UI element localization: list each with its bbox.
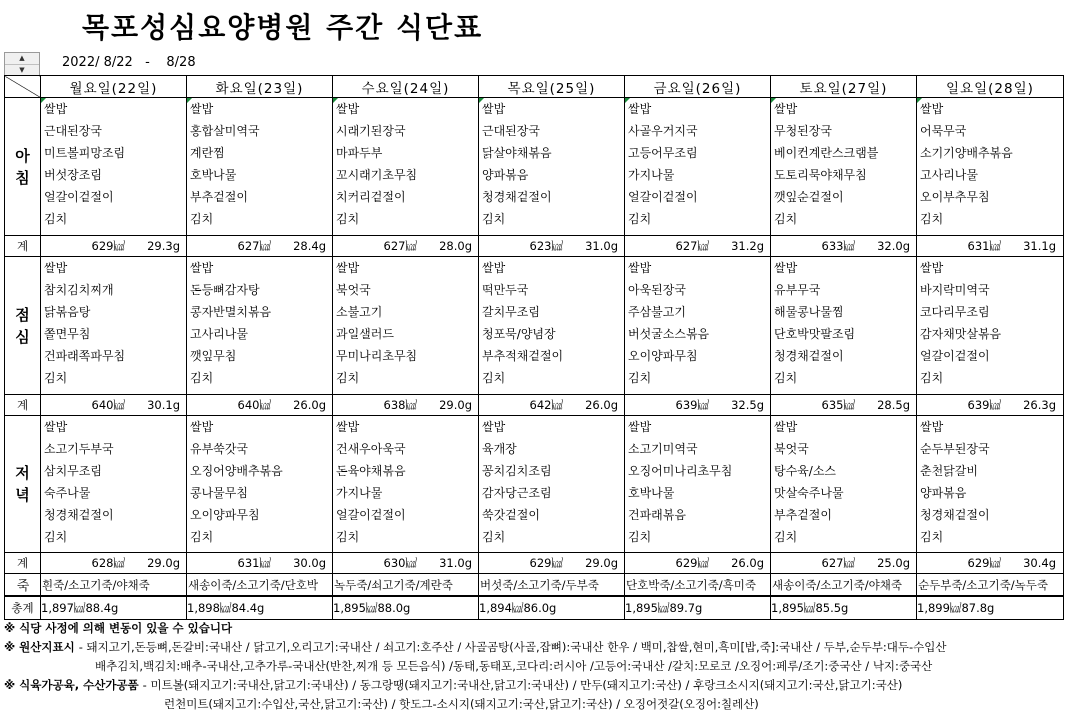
menu-item: 김치 xyxy=(628,530,652,544)
comment-marker xyxy=(187,98,192,103)
menu-item: 쌀밥 xyxy=(920,420,944,434)
day-header: 수요일(24일) xyxy=(333,76,479,98)
menu-item: 유부무국 xyxy=(774,283,821,297)
kcal-value: 627㎉ xyxy=(821,556,855,570)
protein-value: 30.0g xyxy=(293,556,326,570)
menu-item: 쌀밥 xyxy=(482,261,506,275)
kcal-value: 640㎉ xyxy=(91,398,125,412)
menu-item: 쌀밥 xyxy=(774,102,798,116)
menu-item: 북엇국 xyxy=(774,442,809,456)
menu-item: 김치 xyxy=(774,212,798,226)
menu-item: 부추겉절이 xyxy=(774,508,832,522)
menu-item: 청경채겉절이 xyxy=(44,508,114,522)
comment-marker xyxy=(479,98,484,103)
total-cell xyxy=(771,596,917,620)
total-kcal: 1,895㎉ xyxy=(771,601,816,615)
menu-item: 김치 xyxy=(920,530,944,544)
menu-item: 호박나물 xyxy=(190,168,237,182)
protein-value: 28.5g xyxy=(877,398,910,412)
menu-item: 떡만두국 xyxy=(482,283,529,297)
protein-value: 31.0g xyxy=(585,239,618,253)
menu-item: 꽁치김치조림 xyxy=(482,464,552,478)
comment-marker xyxy=(41,98,46,103)
kcal-value: 629㎉ xyxy=(91,239,125,253)
note-processed-cont: 런천미트(돼지고기:수입산,국산,닭고기:국산) / 핫도그-소시지(돼지고기:국산,닭고기:국산) / 오징어젓갈(오징어:칠레산) xyxy=(164,697,759,711)
spin-down-icon[interactable]: ▼ xyxy=(19,66,25,74)
menu-item: 근대된장국 xyxy=(44,124,102,138)
total-protein: 85.5g xyxy=(815,601,849,615)
menu-item: 해물콩나물찜 xyxy=(774,305,844,319)
menu-item: 얼갈이겉절이 xyxy=(336,508,406,522)
dinner-menu xyxy=(333,416,479,553)
menu-item: 깻잎무침 xyxy=(190,349,237,363)
menu-item: 쫄면무침 xyxy=(44,327,91,341)
breakfast-menu xyxy=(917,98,1064,236)
lunch-subtotal-label: 계 xyxy=(5,395,41,416)
menu-item: 계란찜 xyxy=(190,146,225,160)
menu-item: 주삼불고기 xyxy=(628,305,686,319)
protein-value: 29.0g xyxy=(585,556,618,570)
menu-item: 청경채겉절이 xyxy=(920,508,990,522)
corner-cell xyxy=(5,76,41,98)
menu-item: 김치 xyxy=(774,530,798,544)
menu-item: 단호박맛팔조림 xyxy=(774,327,856,341)
dinner-subtotal xyxy=(479,553,625,574)
lunch-subtotal xyxy=(187,395,333,416)
menu-item: 쌀밥 xyxy=(44,420,68,434)
menu-item: 쌀밥 xyxy=(774,420,798,434)
breakfast-menu xyxy=(41,98,187,236)
menu-item: 김치 xyxy=(190,212,214,226)
menu-item: 부추겉절이 xyxy=(190,190,248,204)
menu-item: 소불고기 xyxy=(336,305,383,319)
note-processed xyxy=(4,676,946,695)
protein-value: 31.2g xyxy=(731,239,764,253)
menu-item: 돈등뼈감자탕 xyxy=(190,283,260,297)
menu-item: 쌀밥 xyxy=(482,102,506,116)
dinner-subtotal xyxy=(187,553,333,574)
lunch-subtotal xyxy=(625,395,771,416)
total-protein: 87.8g xyxy=(961,601,995,615)
menu-item: 김치 xyxy=(44,530,68,544)
menu-table xyxy=(4,75,1064,620)
menu-item: 맛살숙주나물 xyxy=(774,486,844,500)
kcal-value: 630㎉ xyxy=(383,556,417,570)
menu-item: 소고기미역국 xyxy=(628,442,698,456)
protein-value: 29.0g xyxy=(439,398,472,412)
menu-item: 순두부된장국 xyxy=(920,442,990,456)
menu-item: 쌀밥 xyxy=(190,102,214,116)
menu-item: 아욱된장국 xyxy=(628,283,686,297)
menu-item: 감자채맛살볶음 xyxy=(920,327,1002,341)
kcal-value: 631㎉ xyxy=(237,556,271,570)
dinner-subtotal xyxy=(625,553,771,574)
breakfast-subtotal xyxy=(41,236,187,257)
day-header: 월요일(22일) xyxy=(41,76,187,98)
menu-item: 북엇국 xyxy=(336,283,371,297)
menu-item: 김치 xyxy=(336,212,360,226)
protein-value: 28.4g xyxy=(293,239,326,253)
total-protein: 84.4g xyxy=(231,601,265,615)
menu-item: 꼬시래기초무침 xyxy=(336,168,418,182)
menu-item: 치커리겉절이 xyxy=(336,190,406,204)
total-cell xyxy=(479,596,625,620)
menu-item: 코다리무조림 xyxy=(920,305,990,319)
menu-item: 버섯장조림 xyxy=(44,168,102,182)
protein-value: 30.4g xyxy=(1023,556,1056,570)
period-text: 2022/ 8/22 - 8/28 xyxy=(62,55,196,70)
note-processed-text: - 미트볼(돼지고기:국내산,닭고기:국내산) / 동그랑땡(돼지고기:국내산,닭고기:국내산) / 만두(돼지고기:국산) / 후랑크소시지(돼지고기:국산,닭고기:국산) xyxy=(142,678,903,692)
lunch-menu xyxy=(187,257,333,395)
total-cell xyxy=(333,596,479,620)
kcal-value: 640㎉ xyxy=(237,398,271,412)
protein-value: 26.0g xyxy=(585,398,618,412)
menu-item: 사골우거지국 xyxy=(628,124,698,138)
menu-item: 탕수육/소스 xyxy=(774,464,837,478)
menu-item: 콩자반멸치볶음 xyxy=(190,305,272,319)
lunch-menu xyxy=(41,257,187,395)
menu-item: 쌀밥 xyxy=(44,102,68,116)
note-origin-title: ※ 원산지표시 xyxy=(4,640,79,654)
menu-item: 시래기된장국 xyxy=(336,124,406,138)
menu-item: 김치 xyxy=(482,530,506,544)
menu-item: 호박나물 xyxy=(628,486,675,500)
menu-item: 도토리묵야채무침 xyxy=(774,168,867,182)
breakfast-menu xyxy=(771,98,917,236)
total-protein: 89.7g xyxy=(669,601,703,615)
menu-item: 육개장 xyxy=(482,442,517,456)
menu-item: 청경채겉절이 xyxy=(774,349,844,363)
protein-value: 29.0g xyxy=(147,556,180,570)
menu-item: 김치 xyxy=(336,371,360,385)
menu-item: 김치 xyxy=(774,371,798,385)
menu-item: 참치김치찌개 xyxy=(44,283,114,297)
menu-item: 과일샐러드 xyxy=(336,327,394,341)
protein-value: 29.3g xyxy=(147,239,180,253)
day-header: 토요일(27일) xyxy=(771,76,917,98)
protein-value: 31.0g xyxy=(439,556,472,570)
breakfast-subtotal xyxy=(333,236,479,257)
menu-item: 김치 xyxy=(190,371,214,385)
total-cell xyxy=(41,596,187,620)
menu-item: 콩나물무침 xyxy=(190,486,248,500)
menu-item: 부추적채겉절이 xyxy=(482,349,564,363)
menu-item: 고등어무조림 xyxy=(628,146,698,160)
menu-item: 오징어미나리초무침 xyxy=(628,464,733,478)
menu-item: 쌀밥 xyxy=(774,261,798,275)
note-origin-text: - 돼지고기,돈등뼈,돈갈비:국내산 / 닭고기,오리고기:국내산 / 쇠고기:호주산 / 사골곰탕(사골,잡뼈):국내산 한우 / 백미,찹쌀,현미,흑미[밥,죽]:국내산 / 두부,순두부:대두-수입산 xyxy=(78,640,947,654)
dinner-subtotal xyxy=(333,553,479,574)
total-protein: 86.0g xyxy=(523,601,557,615)
menu-item: 김치 xyxy=(190,530,214,544)
menu-item: 청포묵/양념장 xyxy=(482,327,556,341)
menu-item: 근대된장국 xyxy=(482,124,540,138)
dinner-menu xyxy=(917,416,1064,553)
kcal-value: 627㎉ xyxy=(675,239,709,253)
protein-value: 30.1g xyxy=(147,398,180,412)
note-change: ※ 식당 사정에 의해 변동이 있을 수 있습니다 xyxy=(4,621,233,635)
menu-item: 홍합살미역국 xyxy=(190,124,260,138)
dinner-menu xyxy=(187,416,333,553)
menu-item: 가지나물 xyxy=(628,168,675,182)
menu-item: 쌀밥 xyxy=(628,102,652,116)
total-cell xyxy=(187,596,333,620)
comment-marker xyxy=(771,98,776,103)
day-header: 화요일(23일) xyxy=(187,76,333,98)
kcal-value: 635㎉ xyxy=(821,398,855,412)
dinner-menu xyxy=(41,416,187,553)
porridge-cell: 녹두죽/쇠고기죽/계란죽 xyxy=(333,574,479,597)
menu-item: 쌀밥 xyxy=(336,102,360,116)
total-protein: 88.4g xyxy=(85,601,119,615)
total-kcal: 1,895㎉ xyxy=(625,601,670,615)
lunch-menu xyxy=(917,257,1064,395)
porridge-cell: 흰죽/소고기죽/야채죽 xyxy=(41,574,187,597)
menu-item: 김치 xyxy=(336,530,360,544)
menu-item: 건새우아욱국 xyxy=(336,442,406,456)
menu-item: 건파래쪽파무침 xyxy=(44,349,126,363)
menu-item: 유부쑥갓국 xyxy=(190,442,248,456)
menu-item: 고사리나물 xyxy=(190,327,248,341)
menu-item: 마파두부 xyxy=(336,146,383,160)
menu-item: 쌀밥 xyxy=(336,261,360,275)
breakfast-subtotal xyxy=(917,236,1064,257)
protein-value: 26.3g xyxy=(1023,398,1056,412)
page-title: 목포성심요양병원 주간 식단표 xyxy=(82,11,484,44)
menu-item: 쌀밥 xyxy=(920,261,944,275)
lunch-menu xyxy=(479,257,625,395)
breakfast-subtotal-label: 계 xyxy=(5,236,41,257)
dinner-subtotal xyxy=(771,553,917,574)
menu-item: 돈육야채볶음 xyxy=(336,464,406,478)
spin-up-icon[interactable]: ▲ xyxy=(5,53,39,65)
menu-item: 오이부추무침 xyxy=(920,190,990,204)
total-kcal: 1,899㎉ xyxy=(917,601,962,615)
kcal-value: 631㎉ xyxy=(967,239,1001,253)
total-cell xyxy=(917,596,1064,620)
breakfast-label: 아 침 xyxy=(5,98,41,236)
lunch-subtotal xyxy=(917,395,1064,416)
spin-button[interactable] xyxy=(4,52,40,76)
protein-value: 26.0g xyxy=(731,556,764,570)
kcal-value: 642㎉ xyxy=(529,398,563,412)
menu-item: 쌀밥 xyxy=(920,102,944,116)
note-origin-cont: 배추김치,백김치:배추-국내산,고추가루-국내산(반찬,찌개 등 모든음식) /동태,동태포,코다리:러시아 /고등어:국내산 /갈치:모로코 /오징어:페루/조기:중국산 / 낙지:중국산 xyxy=(95,659,933,673)
total-protein: 88.0g xyxy=(377,601,411,615)
menu-item: 김치 xyxy=(44,212,68,226)
protein-value: 32.5g xyxy=(731,398,764,412)
menu-item: 닭볶음탕 xyxy=(44,305,91,319)
menu-item: 무미나리초무침 xyxy=(336,349,418,363)
porridge-cell: 버섯죽/소고기죽/두부죽 xyxy=(479,574,625,597)
porridge-cell: 단호박죽/소고기죽/흑미죽 xyxy=(625,574,771,597)
protein-value: 26.0g xyxy=(293,398,326,412)
menu-item: 고사리나물 xyxy=(920,168,978,182)
dinner-label: 저 녁 xyxy=(5,416,41,553)
kcal-value: 628㎉ xyxy=(91,556,125,570)
total-kcal: 1,898㎉ xyxy=(187,601,232,615)
breakfast-subtotal xyxy=(625,236,771,257)
menu-item: 바지락미역국 xyxy=(920,283,990,297)
lunch-menu xyxy=(771,257,917,395)
menu-item: 쌀밥 xyxy=(628,420,652,434)
menu-item: 김치 xyxy=(44,371,68,385)
breakfast-menu xyxy=(479,98,625,236)
breakfast-subtotal xyxy=(771,236,917,257)
dinner-menu xyxy=(771,416,917,553)
menu-item: 김치 xyxy=(920,212,944,226)
breakfast-menu xyxy=(625,98,771,236)
menu-item: 쌀밥 xyxy=(628,261,652,275)
menu-item: 삼치무조림 xyxy=(44,464,102,478)
kcal-value: 627㎉ xyxy=(237,239,271,253)
note-origin xyxy=(4,638,946,657)
breakfast-menu xyxy=(187,98,333,236)
menu-item: 감자당근조림 xyxy=(482,486,552,500)
lunch-menu xyxy=(333,257,479,395)
dinner-menu xyxy=(625,416,771,553)
menu-item: 춘천닭갈비 xyxy=(920,464,978,478)
menu-item: 어묵무국 xyxy=(920,124,967,138)
protein-value: 28.0g xyxy=(439,239,472,253)
menu-item: 숙주나물 xyxy=(44,486,91,500)
lunch-subtotal xyxy=(333,395,479,416)
lunch-subtotal xyxy=(771,395,917,416)
note-processed-title: ※ 식육가공육, 수산가공품 xyxy=(4,678,143,692)
protein-value: 31.1g xyxy=(1023,239,1056,253)
menu-item: 미트볼피망조림 xyxy=(44,146,126,160)
menu-item: 닭살야채볶음 xyxy=(482,146,552,160)
menu-item: 쌀밥 xyxy=(44,261,68,275)
menu-item: 깻잎순겉절이 xyxy=(774,190,844,204)
menu-item: 김치 xyxy=(628,371,652,385)
lunch-subtotal xyxy=(479,395,625,416)
protein-value: 25.0g xyxy=(877,556,910,570)
breakfast-menu xyxy=(333,98,479,236)
menu-item: 얼갈이겉절이 xyxy=(920,349,990,363)
menu-item: 쑥갓겉절이 xyxy=(482,508,540,522)
menu-item: 가지나물 xyxy=(336,486,383,500)
dinner-subtotal-label: 계 xyxy=(5,553,41,574)
menu-item: 오이양파무침 xyxy=(628,349,698,363)
dinner-menu xyxy=(479,416,625,553)
day-header: 금요일(26일) xyxy=(625,76,771,98)
menu-item: 김치 xyxy=(482,212,506,226)
menu-item: 쌀밥 xyxy=(482,420,506,434)
day-header: 일요일(28일) xyxy=(917,76,1064,98)
lunch-label: 점 심 xyxy=(5,257,41,395)
menu-item: 양파볶음 xyxy=(482,168,529,182)
kcal-value: 629㎉ xyxy=(675,556,709,570)
total-label: 총계 xyxy=(5,596,41,620)
comment-marker xyxy=(625,98,630,103)
total-kcal: 1,895㎉ xyxy=(333,601,378,615)
protein-value: 32.0g xyxy=(877,239,910,253)
total-kcal: 1,894㎉ xyxy=(479,601,524,615)
kcal-value: 629㎉ xyxy=(529,556,563,570)
dinner-subtotal xyxy=(917,553,1064,574)
menu-item: 쌀밥 xyxy=(190,261,214,275)
total-kcal: 1,897㎉ xyxy=(41,601,86,615)
kcal-value: 633㎉ xyxy=(821,239,855,253)
day-header: 목요일(25일) xyxy=(479,76,625,98)
notes xyxy=(4,619,946,714)
total-cell xyxy=(625,596,771,620)
menu-item: 오징어양배추볶음 xyxy=(190,464,283,478)
menu-item: 쌀밥 xyxy=(336,420,360,434)
porridge-cell: 새송이죽/소고기죽/야채죽 xyxy=(771,574,917,597)
menu-item: 무청된장국 xyxy=(774,124,832,138)
porridge-label: 죽 xyxy=(5,574,41,597)
menu-item: 청경채겉절이 xyxy=(482,190,552,204)
kcal-value: 627㎉ xyxy=(383,239,417,253)
menu-item: 소기기양배추볶음 xyxy=(920,146,1013,160)
comment-marker xyxy=(333,98,338,103)
kcal-value: 639㎉ xyxy=(675,398,709,412)
lunch-subtotal xyxy=(41,395,187,416)
menu-item: 양파볶음 xyxy=(920,486,967,500)
menu-item: 얼갈이겉절이 xyxy=(628,190,698,204)
kcal-value: 629㎉ xyxy=(967,556,1001,570)
breakfast-subtotal xyxy=(479,236,625,257)
lunch-menu xyxy=(625,257,771,395)
dinner-subtotal xyxy=(41,553,187,574)
breakfast-subtotal xyxy=(187,236,333,257)
porridge-cell: 새송이죽/소고기죽/단호박 xyxy=(187,574,333,597)
kcal-value: 638㎉ xyxy=(383,398,417,412)
menu-item: 버섯굴소스볶음 xyxy=(628,327,710,341)
menu-item: 베이컨계란스크램블 xyxy=(774,146,879,160)
menu-item: 건파래볶음 xyxy=(628,508,686,522)
menu-item: 소고기두부국 xyxy=(44,442,114,456)
kcal-value: 623㎉ xyxy=(529,239,563,253)
kcal-value: 639㎉ xyxy=(967,398,1001,412)
menu-item: 김치 xyxy=(920,371,944,385)
menu-item: 김치 xyxy=(628,212,652,226)
menu-item: 오이양파무침 xyxy=(190,508,260,522)
menu-item: 얼갈이겉절이 xyxy=(44,190,114,204)
menu-item: 갈치무조림 xyxy=(482,305,540,319)
comment-marker xyxy=(917,98,922,103)
porridge-cell: 순두부죽/소고기죽/녹두죽 xyxy=(917,574,1064,597)
menu-item: 쌀밥 xyxy=(190,420,214,434)
menu-item: 김치 xyxy=(482,371,506,385)
